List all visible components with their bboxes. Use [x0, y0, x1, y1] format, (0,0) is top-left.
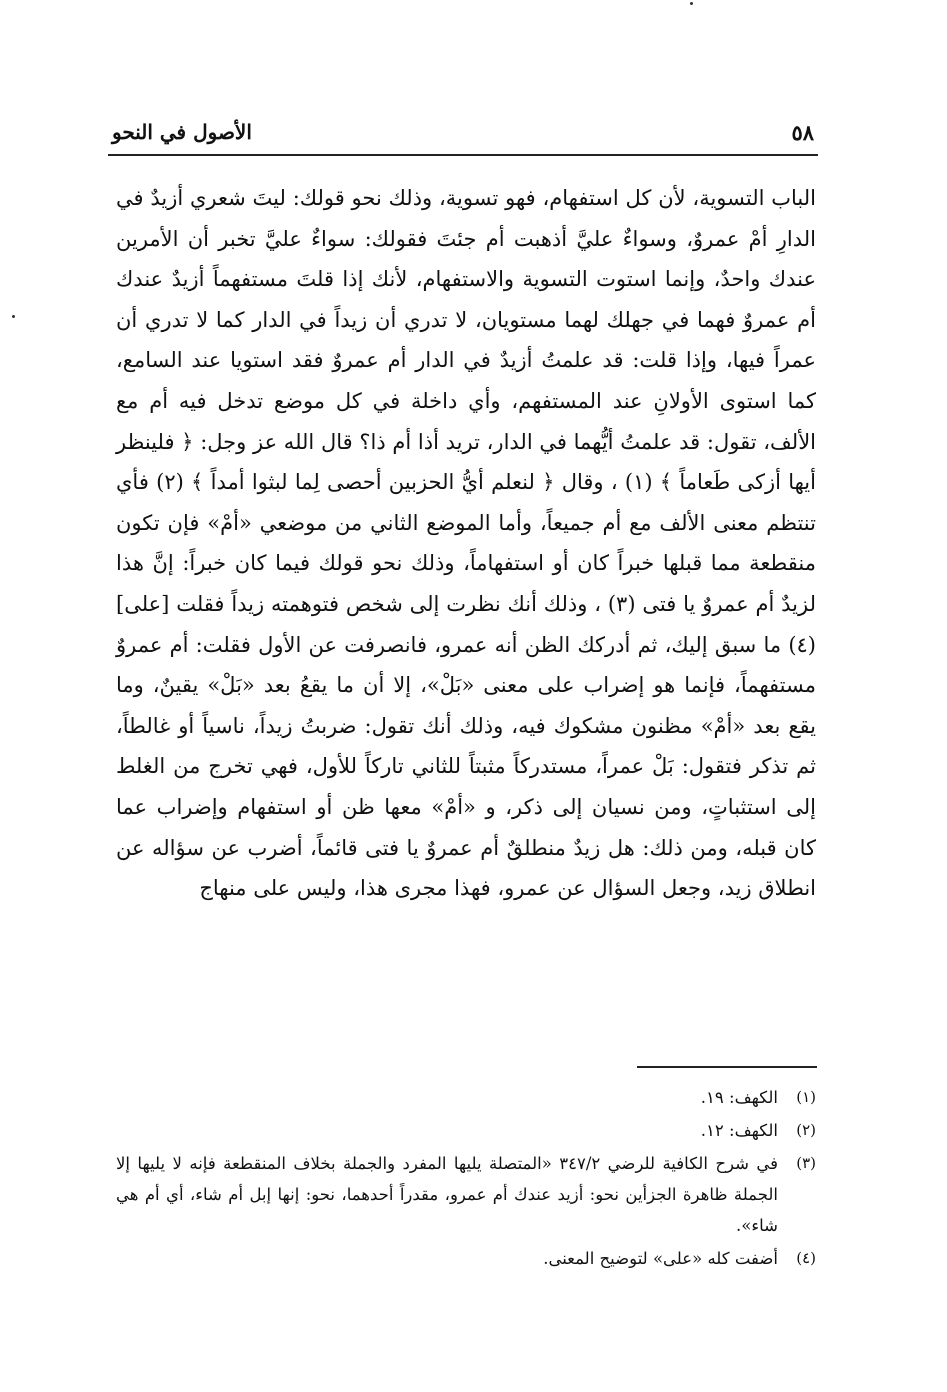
main-text: الباب التسوية، لأن كل استفهام، فهو تسوية، وذلك نحو قولك: ليتَ شعري أزيدٌ في الدارِ أمْ عمروٌ، وسواءٌ عليَّ أذهبت أم جئتَ فقولك: سواءٌ عليَّ تخبر أن الأمرين عندك واحدٌ، وإنما استوت التسوية والاستفهام، لأنك إذا قلتَ مستفهماً أزيدٌ عندك أم عمروٌ فهما في جهلك لهما مستويان، لا تدري أن زيداً في الدار كما لا تدري أن عمراً فيها، وإذا قلت: قد علمتُ أزيدٌ في الدار أم عمروٌ فقد استويا عند السامع، كما استوى الأولانِ عند المستفهم، وأي داخلة في كل موضع تدخل فيه أم مع الألف، تقول: قد علمتُ أيُّهما في الدار، تريد أذا أم ذا؟ قال الله عز وجل: ﴿ فلينظر أيها أزكى طَعاماً ﴾ (١) ، وقال ﴿ لنعلم أيُّ الحزبين أحصى لِما لبثوا أمداً ﴾ (٢) فأي تنتظم معنى الألف مع أم جميعاً، وأما الموضع الثاني من موضعي «أمْ» فإن تكون منقطعة مما قبلها خبراً كان أو استفهاماً، وذلك نحو قولك فيما كان خبراً: إنَّ هذا لزيدٌ أم عمروٌ يا فتى (٣) ، وذلك أنك نظرت إلى شخص فتوهمته زيداً فقلت [على] (٤) ما سبق إليك، ثم أدركك الظن أنه عمرو، فانصرفت عن الأول فقلت: أم عمروٌ مستفهماً، فإنما هو إضراب على معنى «بَلْ»، إلا أن ما يقعُ بعد «بَلْ» يقينٌ، وما يقع بعد «أمْ» مظنون مشكوك فيه، وذلك أنك تقول: ضربتُ زيداً، ناسياً أو غالطاً، ثم تذكر فتقول: بَلْ عمراً، مستدركاً مثبتاً للثاني تاركاً للأول، فهي تخرج من الغلط إلى استثباتٍ، ومن نسيان إلى ذكر، و «أمْ» معها ظن أو استفهام وإضراب عما كان قبله، ومن ذلك: هل زيدٌ منطلقٌ أم عمروٌ يا فتى قائماً، أضرب عن سؤاله عن انطلاق زيد، وجعل السؤال عن عمرو، فهذا مجرى هذا، وليس على منهاج: [116, 186, 816, 901]
footnote-text: في شرح الكافية للرضي ٣٤٧/٢ «المتصلة يليها المفرد والجملة بخلاف المنقطعة فإنه لا يليها إلا الجملة ظاهرة الجزأين نحو: أزيد عندك أم عمرو، مقدراً أحدهما، نحو: إنها إبل أم شاء، أي أم هي شاء».: [116, 1154, 778, 1235]
footnote-separator: [637, 1066, 817, 1068]
footnote-text: الكهف: ١٩.: [700, 1088, 778, 1107]
footnote-mark: (٣): [796, 1154, 816, 1172]
header-rule: [108, 154, 818, 156]
scan-speck: [12, 315, 15, 318]
footnote-text: أضفت كله «على» لتوضيح المعنى.: [543, 1249, 778, 1268]
footnote-mark: (٢): [796, 1121, 816, 1139]
footnote-3: [116, 1148, 816, 1241]
footnotes: [116, 1082, 816, 1276]
footnote-mark: (٤): [796, 1249, 816, 1267]
running-title: الأصول في النحو: [112, 120, 252, 144]
footnote-text: الكهف: ١٢.: [700, 1121, 778, 1140]
scan-speck: [690, 2, 693, 5]
footnote-4: [116, 1243, 816, 1274]
footnote-1: [116, 1082, 816, 1113]
page-header: [108, 118, 818, 152]
footnote-mark: (١): [796, 1088, 816, 1106]
page-number: ٥٨: [791, 120, 814, 145]
footnote-2: [116, 1115, 816, 1146]
